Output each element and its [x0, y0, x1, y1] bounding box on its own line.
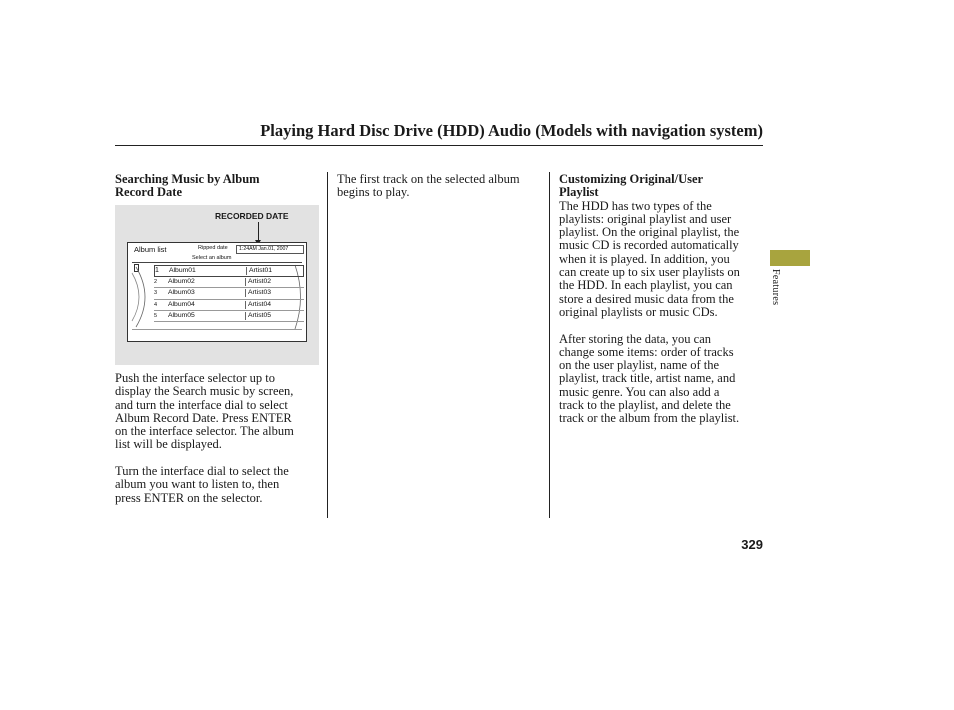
title-rule	[115, 145, 763, 146]
ripped-date-value: 1:24AM Jan.01, 2007	[236, 245, 304, 254]
paragraph-gap	[115, 452, 320, 465]
row-separator	[245, 278, 246, 286]
heading-line: Searching Music by Album	[115, 172, 260, 186]
row-artist: Artist05	[248, 311, 272, 319]
text-line: when it is played. In addition, you	[559, 251, 730, 266]
row-album: Album01	[169, 267, 196, 274]
text-line: After storing the data, you can	[559, 331, 712, 346]
screen-bottom-rule	[132, 329, 302, 330]
text-line: on the user playlist, name of the	[559, 358, 720, 373]
text-line: display the Search music by screen,	[115, 384, 294, 399]
left-column-body	[115, 372, 320, 505]
row-number: 1	[155, 267, 159, 274]
screen-title: Album list	[134, 245, 167, 254]
paragraph-gap	[559, 319, 764, 332]
text-line: track to the playlist, and delete the	[559, 398, 731, 413]
row-number: 2	[154, 279, 158, 286]
screen-prompt: Select an album	[192, 255, 232, 261]
text-line: and turn the interface dial to select	[115, 397, 288, 412]
screen-divider	[132, 262, 302, 263]
page-title: Playing Hard Disc Drive (HDD) Audio (Models with navigation system)	[260, 121, 763, 140]
heading-line: Record Date	[115, 185, 182, 200]
column-divider-2	[549, 172, 550, 518]
text-line: The first track on the selected album	[337, 172, 520, 186]
dial-graphic-icon	[128, 263, 154, 331]
right-column-body	[559, 173, 764, 426]
row-number: 4	[154, 301, 158, 308]
text-line: playlist, track title, artist name, and	[559, 371, 736, 386]
text-line: Push the interface selector up to	[115, 371, 276, 385]
left-column-heading	[115, 173, 320, 200]
ripped-date-label: Ripped date	[198, 245, 228, 251]
text-line: playlists: original playlist and user	[559, 211, 732, 226]
column-divider-1	[327, 172, 328, 518]
text-line: store a desired music data from the	[559, 291, 734, 306]
list-item	[154, 300, 304, 311]
middle-column-body	[337, 173, 545, 200]
row-artist: Artist03	[248, 289, 272, 297]
list-item	[154, 265, 304, 277]
recorded-date-callout: RECORDED DATE	[215, 211, 289, 221]
row-album: Album02	[168, 278, 195, 286]
row-album: Album04	[168, 300, 195, 308]
callout-arrow-line	[258, 222, 259, 242]
text-line: list will be displayed.	[115, 437, 222, 452]
text-line: original playlists or music CDs.	[559, 304, 718, 319]
text-line: playlist. On the original playlist, the	[559, 225, 740, 240]
album-rows	[154, 265, 304, 322]
album-list-screen	[127, 242, 307, 342]
row-album: Album05	[168, 311, 195, 319]
heading-line: Playlist	[559, 185, 599, 200]
row-number: 5	[154, 312, 158, 319]
text-line: album you want to listen to, then	[115, 477, 280, 492]
section-tab-marker	[770, 250, 810, 266]
row-separator	[245, 301, 246, 309]
text-line: track or the album from the playlist.	[559, 411, 740, 426]
row-album: Album03	[168, 289, 195, 297]
list-item	[154, 277, 304, 288]
text-line: music genre. You can also add a	[559, 384, 720, 399]
text-line: on the interface selector. The album	[115, 424, 294, 439]
text-line: Album Record Date. Press ENTER	[115, 410, 292, 425]
row-separator	[246, 267, 247, 275]
album-list-figure	[115, 205, 319, 365]
text-line: change some items: order of tracks	[559, 344, 734, 359]
section-tab-label: Features	[770, 269, 781, 306]
row-separator	[245, 289, 246, 297]
text-line: the HDD. In each playlist, you can	[559, 278, 733, 293]
text-line: Turn the interface dial to select the	[115, 464, 289, 479]
text-line: music CD is recorded automatically	[559, 238, 739, 253]
text-line: press ENTER on the selector.	[115, 490, 263, 505]
heading-line: Customizing Original/User	[559, 172, 704, 186]
text-line: can create up to six user playlists on	[559, 265, 740, 280]
list-item	[154, 288, 304, 299]
row-artist: Artist04	[248, 300, 272, 308]
page-number: 329	[741, 537, 763, 552]
text-line: begins to play.	[337, 185, 410, 200]
row-artist: Artist01	[249, 267, 273, 274]
row-number: 3	[154, 290, 158, 297]
text-line: The HDD has two types of the	[559, 198, 712, 213]
row-separator	[245, 312, 246, 320]
row-artist: Artist02	[248, 278, 272, 286]
list-item	[154, 311, 304, 322]
